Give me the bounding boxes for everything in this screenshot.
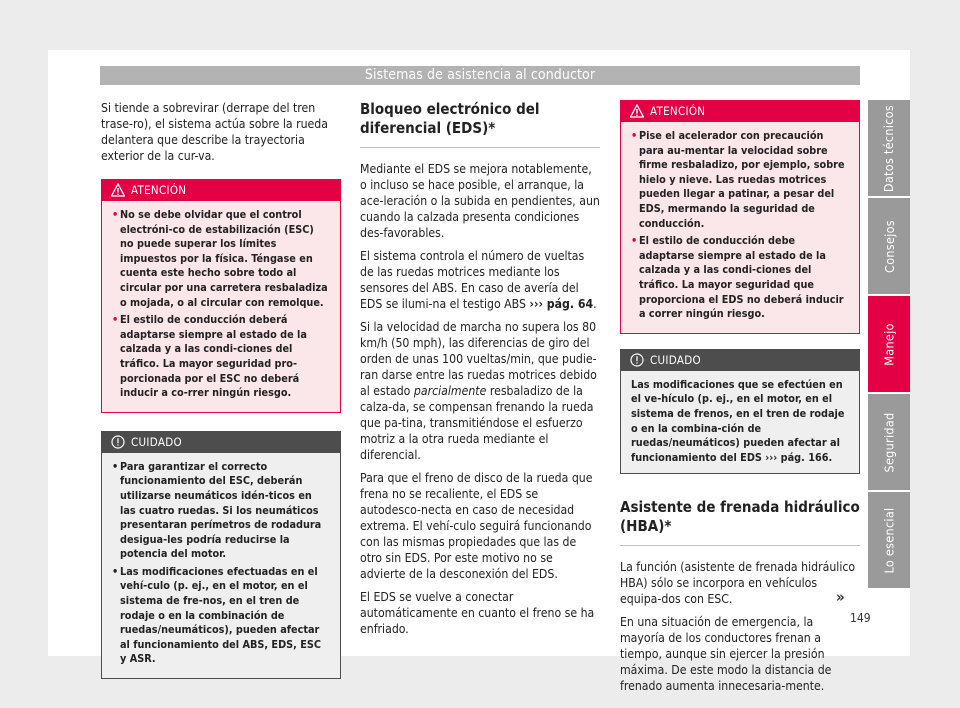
warning-triangle-icon [630, 104, 644, 118]
caution-body: Las modificaciones que se efectúen en el ve-hículo (p. ej., en el motor, en el sistema de frenos, en el tren de rodaje o en la combina-ción de ruedas/neumáticos) pueden afectar al funcionamiento del EDS ››› pág. 166. [620, 371, 860, 475]
tab-lo-esencial[interactable]: Lo esencial [868, 492, 910, 588]
section-title-eds: Bloqueo electrónico del diferencial (EDS)* [360, 100, 600, 148]
warning-body [620, 122, 860, 334]
continue-arrow-icon: » [836, 588, 845, 606]
paragraph: Mediante el EDS se mejora notablemente, o incluso se hace posible, el arranque, la ace-leración o la subida en pendientes, aun cuando la calzada presenta condiciones des-favorables. [360, 162, 600, 240]
caution-label: CUIDADO [650, 352, 701, 367]
emphasis-text: parcialmente [413, 384, 487, 398]
list-item: • Pise el acelerador con precaución para au-mentar la velocidad sobre firme resbaladizo, por ejemplo, sobre hielo y nieve. Las ruedas motrices pueden llegar a patinar, a pesar del EDS, mermando la seguridad de conducción. [631, 129, 845, 230]
page-header: Sistemas de asistencia al conductor [100, 66, 860, 85]
intro-paragraph: Si tiende a sobrevirar (derrape del tren trase-ro), el sistema actúa sobre la rueda delantera que describe la trayectoria exterior de la cur-va. [101, 101, 328, 163]
paragraph: El EDS se vuelve a conectar automáticamente en cuanto el freno se ha enfriado. [360, 590, 595, 636]
tab-datos-tecnicos[interactable]: Datos técnicos [868, 100, 910, 196]
bullet-icon: • [631, 234, 638, 248]
bullet-icon: • [112, 564, 119, 578]
warning-triangle-icon [111, 183, 125, 197]
paragraph: El sistema controla el número de vueltas de las ruedas motrices mediante los sensores del ABS. En caso de avería del EDS se ilumi-na el testigo ABS ››› pág. 64. [360, 249, 597, 311]
tab-manejo[interactable]: Manejo [868, 296, 910, 392]
list-item: • El estilo de conducción deberá adaptarse siempre al estado de la calzada y a las condi-ciones del tráfico. La mayor seguridad pro-porcionada por el ESC no deberá inducir a co-rrer ningún riesgo. [112, 313, 307, 400]
tab-seguridad[interactable]: Seguridad [868, 394, 910, 490]
caution-box [101, 431, 341, 679]
caution-box [620, 349, 860, 475]
column-3 [620, 100, 860, 701]
bullet-icon: • [112, 208, 119, 221]
paragraph: Si la velocidad de marcha no supera los 80 km/h (50 mph), las diferencias de giro del orden de unas 100 vueltas/min, que pudie-ran darse entre las ruedas motrices debido al estado parcialmente resbaladizo de la calza-da, se compensan frenando la rueda que pa-tina, transmitiéndose el esfuerzo motriz a la otra rueda mediante el diferencial. [360, 320, 597, 462]
page-number: 149 [850, 611, 871, 625]
warning-header [101, 179, 341, 201]
warning-box [620, 100, 860, 334]
warning-label: ATENCIÓN [650, 104, 706, 118]
paragraph: La función (asistente de frenada hidráulico HBA) sólo se incorpora en vehículos equipa-dos con ESC. [620, 560, 856, 607]
list-item: • Para garantizar el correcto funcionamiento del ESC, deberán utilizarse neumáticos idén-ticos en las cuatro ruedas. Si los neumáticos presentaran perímetros de rodadura desigua-les podría reducirse la potencia del motor. [112, 459, 322, 561]
page-reference-link[interactable]: ››› pág. 64 [529, 297, 594, 311]
warning-header [620, 100, 860, 122]
column-1 [101, 100, 341, 679]
bullet-icon: • [112, 313, 119, 327]
info-circle-icon [630, 353, 644, 367]
column-2 [360, 100, 600, 644]
caution-label: CUIDADO [131, 434, 182, 449]
info-circle-icon [111, 435, 125, 449]
caution-body [101, 453, 341, 679]
warning-body [101, 201, 341, 413]
tab-consejos[interactable]: Consejos [868, 198, 910, 294]
warning-label: ATENCIÓN [131, 183, 187, 197]
caution-header [620, 349, 860, 371]
list-item: • El estilo de conducción debe adaptarse siempre al estado de la calzada y a las condi-ciones del tráfico. La mayor seguridad que proporciona el EDS no deberá inducir a correr ningún riesgo. [631, 234, 844, 321]
paragraph: Para que el freno de disco de la rueda que frena no se recaliente, el EDS se autodesco-necta en caso de necesidad extrema. El vehí-culo seguirá funcionando con las mismas propiedades que las de otro sin EDS. Por este motivo no se advierte de la desconexión del EDS. [360, 471, 593, 581]
bullet-icon: • [631, 129, 638, 142]
warning-box [101, 179, 341, 413]
list-item: • Las modificaciones efectuadas en el vehí-culo (p. ej., en el motor, en el sistema de fre-nos, en el tren de rodaje o en la combinación de ruedas/neumáticos), pueden afectar al funcionamiento del ABS, EDS, ESC y ASR. [112, 564, 321, 666]
section-title-hba: Asistente de frenada hidráulico (HBA)* [620, 498, 860, 546]
page-reference-link[interactable]: ››› pág. 166 [765, 450, 829, 464]
list-item: • No se debe olvidar que el control electróni-co de estabilización (ESC) no puede superar los límites impuestos por la física. Téngase en cuenta este hecho sobre todo al circular por una carretera resbaladiza o mojada, o al circular con remolque. [112, 208, 328, 309]
bullet-icon: • [112, 459, 119, 473]
paragraph: En una situación de emergencia, la mayoría de los conductores frenan a tiempo, aunque sin ejercer la presión máxima. De este modo la distancia de frenado aumenta innecesaria-mente. [620, 615, 832, 694]
caution-header [101, 431, 341, 453]
